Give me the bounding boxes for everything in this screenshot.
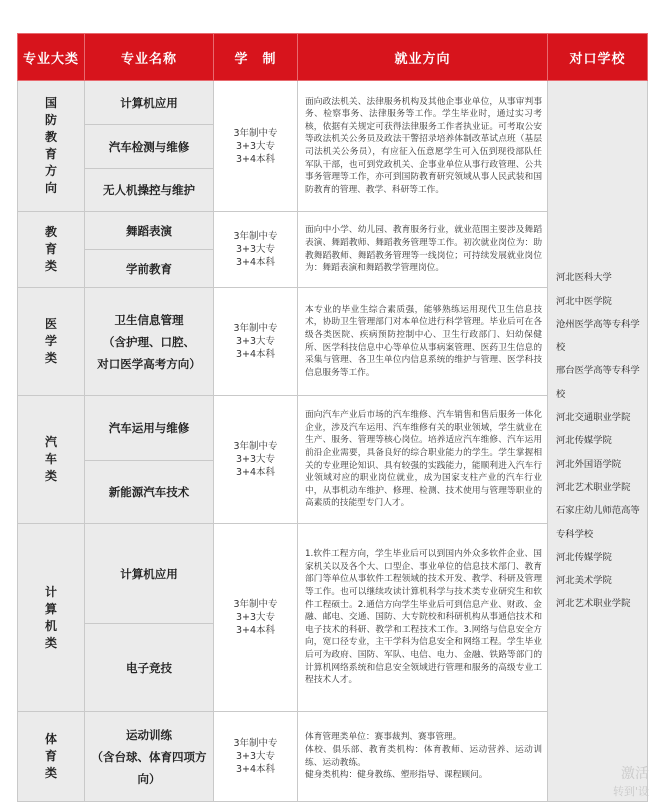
category-cell: 体育类 (18, 712, 85, 802)
direction-cell: 1.软件工程方向，学生毕业后可以到国内外众多软件企业、国家机关以及各个大、口型企、事业单位的信息技术部门、教育部门等单位从事软件工程领域的技术开发、教学、科研及管理等工作。也可以继续攻读计算机科学与技术类专业研究生和软件工程硕士。2.通信方向学生毕业后可到信息产业、财政、金融、邮电、交通、国防、大专院校和科研机构从事通信技术和电子技术的科研、教学和工程技术工作。3.网络与信息安全方向，宽口径专业，主干学科为信息安全和网络工程。学生毕业后可为政府、国防、军队、电信、电力、金融、铁路等部门的计算机网络系统和信息安全领域进行管理和服务的高级专业工程技术人才。 (298, 524, 548, 712)
schools-cell (548, 81, 648, 802)
direction-cell: 面向汽车产业后市场的汽车维修、汽车销售和售后服务一体化企业，涉及汽车运用、汽车维修有关的职业领域，学生就业在生产、服务、管理等核心岗位。培养适应汽车维修、汽车运用前沿企业需要，具备良好的综合职业能力的学生。学生掌握相关的专业理论知识、具有较强的实践能力，能顺利进入汽车行业领域对应的职业岗位就业，成为国家支柱产业的汽车行业中，从事机动车维护、修理、检测、技术使用与管理等职业的高素质的技能型专门人才。 (298, 396, 548, 524)
category-cell: 医学类 (18, 288, 85, 396)
system-cell: 3年制中专 3+3大专 3+4本科 (214, 524, 298, 712)
header-row (18, 34, 648, 81)
major-cell: 汽车检测与维修 (85, 125, 214, 169)
schools-list (556, 266, 641, 615)
major-cell: 舞蹈表演 (85, 212, 214, 250)
system-cell: 3年制中专 3+3大专 3+4本科 (214, 712, 298, 802)
activation-watermark: 激活 转到'设 (612, 766, 649, 798)
direction-cell: 面向中小学、幼儿园、教育服务行业，就业范围主要涉及舞蹈表演、舞蹈教师、舞蹈教务管理等工作。初次就业岗位为：助教舞蹈教师、舞蹈教务管理等一线岗位；可持续发展就业岗位为：舞蹈表演和舞蹈教学管理岗位。 (298, 212, 548, 288)
header-major: 专业名称 (85, 34, 214, 81)
table-row (18, 81, 648, 125)
header-category: 专业大类 (18, 34, 85, 81)
major-cell: 新能源汽车技术 (85, 461, 214, 524)
system-cell: 3年制中专 3+3大专 3+4本科 (214, 288, 298, 396)
major-cell: 学前教育 (85, 250, 214, 288)
school-item: 河北交通职业学院 (556, 412, 631, 424)
major-cell: 计算机应用 (85, 81, 214, 125)
direction-cell: 体育管理类单位：赛事裁判、赛事管理。 体校、俱乐部、教育类机构：体育教师、运动营养、运动训练、运动教练。 健身类机构：健身教练、塑形指导、课程顾问。 (298, 712, 548, 802)
school-item: 河北美术学院 (556, 575, 612, 587)
direction-cell: 面向政法机关、法律服务机构及其他企事业单位，从事审判事务、检察事务、法律服务等工作。学生毕业时，通过实习考核，依据有关规定可获得法律服务工作者执业证。可考取公安等政法机关公务员及政法干警招录培养体制改革试点班（基层司法机关公务员），有应征入伍意愿学生可入伍到现役部队任军队干部，也可到党政机关、企事业单位从事行政管理、公共事务管理等工作，亦可到国防教育研究领域从事人民武装和国防教育的管理、教学、科研等工作。 (298, 81, 548, 212)
system-cell: 3年制中专 3+3大专 3+4本科 (214, 396, 298, 524)
header-direction: 就业方向 (298, 34, 548, 81)
school-item: 沧州医学高等专科学校 (556, 318, 640, 354)
school-item: 邢台医学高等专科学校 (556, 365, 640, 400)
category-cell: 教育类 (18, 212, 85, 288)
school-item: 河北外国语学院 (556, 458, 622, 470)
majors-table (17, 33, 648, 802)
school-item: 河北艺术职业学院 (556, 481, 631, 493)
school-item: 河北传媒学院 (556, 435, 612, 447)
major-cell: 汽车运用与维修 (85, 396, 214, 461)
major-cell: 运动训练 （含台球、体育四项方向） (85, 712, 214, 802)
school-item: 河北医科大学 (556, 272, 612, 284)
category-cell: 计算机类 (18, 524, 85, 712)
direction-cell: 本专业的毕业生综合素质强，能够熟练运用现代卫生信息技术，协助卫生管理部门对本单位进行科学管理。毕业后可在各级各类医院、疾病预防控制中心、卫生行政部门、妇幼保健所、医学科技信息中心等单位从事病案管理、医药卫生信息的采集与管理、各卫生单位内信息系统的维护与管理、医学科技信息服务等工作。 (298, 288, 548, 396)
major-cell: 电子竞技 (85, 624, 214, 712)
school-item: 石家庄幼儿师范高等专科学校 (556, 505, 640, 540)
category-cell: 国防教育方向 (18, 81, 85, 212)
school-item: 河北中医学院 (556, 295, 612, 307)
major-cell: 无人机操控与维护 (85, 169, 214, 212)
system-cell: 3年制中专 3+3大专 3+4本科 (214, 212, 298, 288)
system-cell: 3年制中专 3+3大专 3+4本科 (214, 81, 298, 212)
major-cell: 计算机应用 (85, 524, 214, 624)
header-system: 学 制 (214, 34, 298, 81)
category-cell: 汽车类 (18, 396, 85, 524)
school-item: 河北传媒学院 (556, 551, 612, 563)
school-item: 河北艺术职业学院 (556, 598, 631, 610)
major-cell: 卫生信息管理 （含护理、口腔、 对口医学高考方向） (85, 288, 214, 396)
header-schools: 对口学校 (548, 34, 648, 81)
